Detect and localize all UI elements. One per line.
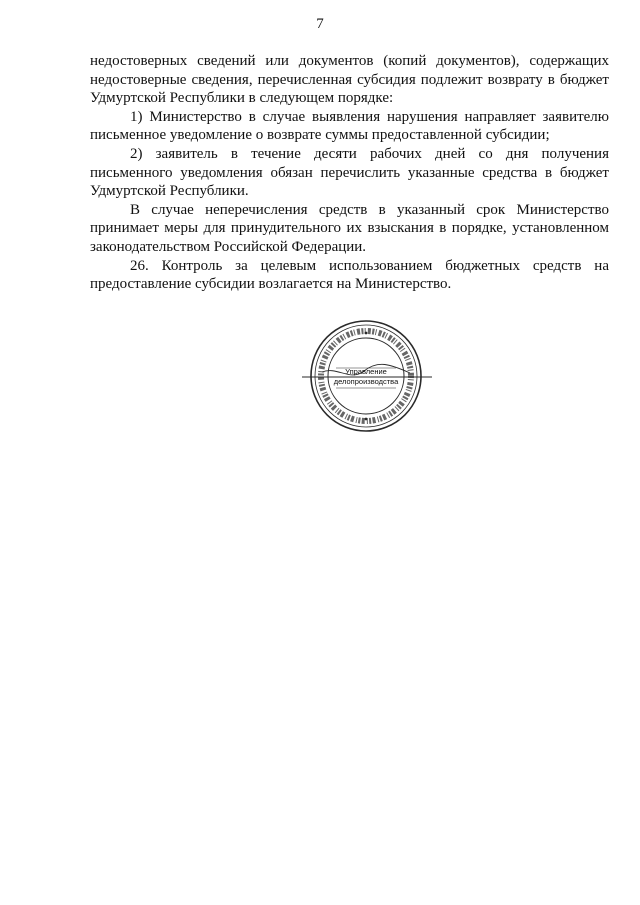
paragraph-item-2: 2) заявитель в течение десяти рабочих дней со дня получения письменного уведомления обязан перечислить указанные средства в бюджет Удмуртской Республики. <box>90 145 609 200</box>
stamp-center-line-2: делопроизводства <box>333 377 399 386</box>
paragraph-item-1: 1) Министерство в случае выявления нарушения направляет заявителю письменное уведомление о возврате суммы предоставленной субсидии; <box>90 108 609 144</box>
paragraph-26: 26. Контроль за целевым использованием бюджетных средств на предоставление субсидии возлагается на Министерство. <box>90 257 609 293</box>
paragraph-intro: недостоверных сведений или документов (копий документов), содержащих недостоверные сведения, перечисленная субсидия подлежит возврату в бюджет Удмуртской Республики в следующем порядке: <box>90 53 609 107</box>
stamp-center-line-1: Управление <box>345 367 387 376</box>
document-body <box>90 52 609 294</box>
page-number: 7 <box>316 16 324 32</box>
official-stamp <box>298 316 438 436</box>
stamp-seal-graphic <box>298 316 438 436</box>
paragraph-nonpayment: В случае неперечисления средств в указанный срок Министерство принимает меры для принудительного их взыскания в порядке, установленном законодательством Российской Федерации. <box>90 201 609 255</box>
